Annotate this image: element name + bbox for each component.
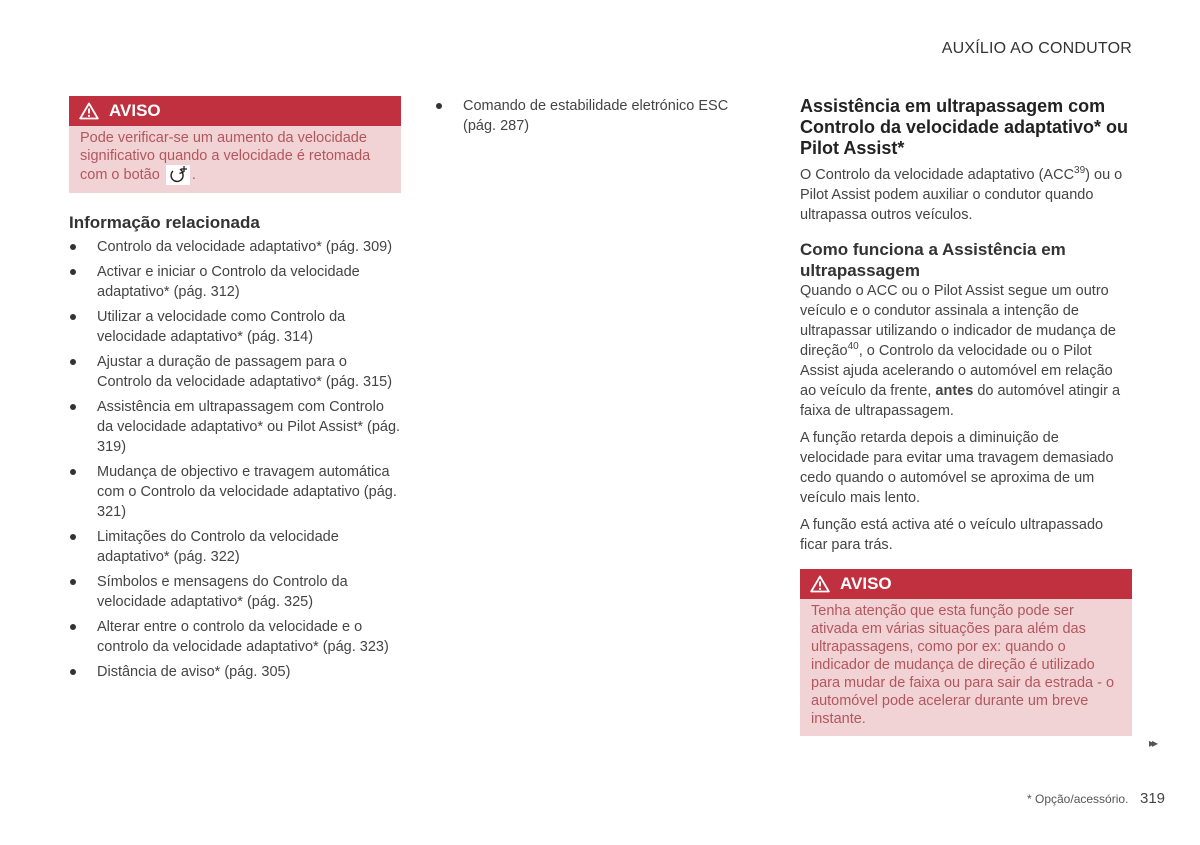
paragraph-text: Quando o ACC ou o Pilot Assist segue um outro veículo e o condutor assinala a intenção de ultrapassar utilizando o indicador de mudança de direção: [800, 283, 1116, 359]
resume-speed-icon: [166, 165, 190, 185]
warning-header: [800, 569, 1132, 599]
page-number: 319: [1140, 790, 1166, 807]
footnote-ref: 40: [847, 341, 859, 353]
related-heading: Informação relacionada: [69, 213, 260, 232]
paragraph-how-it-works: [800, 281, 1132, 421]
warning-triangle-icon: [810, 575, 830, 593]
middle-column: [435, 96, 755, 141]
related-link[interactable]: Activar e iniciar o Controlo da velocidade adaptativo* (pág. 312): [69, 262, 401, 302]
warning-text-main: Pode verificar-se um aumento da velocidade significativo quando a velocidade é retomada com o botão: [80, 130, 371, 183]
emphasis-text: antes: [935, 383, 974, 399]
warning-text: [69, 126, 401, 193]
related-link[interactable]: Utilizar a velocidade como Controlo da velocidade adaptativo* (pág. 314): [69, 307, 401, 347]
section-title: Assistência em ultrapassagem com Controlo da velocidade adaptativo* ou Pilot Assist*: [800, 96, 1129, 158]
related-link[interactable]: Ajustar a duração de passagem para o Controlo da velocidade adaptativo* (pág. 315): [69, 352, 401, 392]
paragraph-text: do automóvel atingir a faixa de ultrapassagem.: [800, 383, 1121, 419]
warning-box: [800, 569, 1132, 736]
warning-header: [69, 96, 401, 126]
related-link[interactable]: Distância de aviso* (pág. 305): [69, 662, 401, 682]
related-link[interactable]: Alterar entre o controlo da velocidade e o controlo da velocidade adaptativo* (pág. 323): [69, 617, 401, 657]
related-link[interactable]: Assistência em ultrapassagem com Controlo da velocidade adaptativo* ou Pilot Assist* (pág. 319): [69, 397, 401, 457]
paragraph-delay: A função retarda depois a diminuição de velocidade para evitar uma travagem demasiado cedo quando o automóvel se aproxima de um veículo mais lento.: [800, 430, 1114, 506]
warning-title: AVISO: [109, 101, 161, 120]
subheading: Como funciona a Assistência em ultrapassagem: [800, 240, 1066, 280]
related-link[interactable]: Comando de estabilidade eletrónico ESC (pág. 287): [435, 96, 755, 136]
double-arrow-right-icon: ▸▸: [1149, 736, 1156, 750]
left-column: [69, 96, 401, 687]
footnote: * Opção/acessório.: [1027, 792, 1129, 806]
section-intro: [800, 165, 1132, 225]
warning-box: [69, 96, 401, 193]
warning-triangle-icon: [79, 102, 99, 120]
intro-text-end: ) ou o Pilot Assist podem auxiliar o condutor quando ultrapassa outros veículos.: [800, 167, 1123, 223]
intro-text: O Controlo da velocidade adaptativo (ACC: [800, 167, 1075, 183]
related-link[interactable]: Limitações do Controlo da velocidade adaptativo* (pág. 322): [69, 527, 401, 567]
related-link[interactable]: Controlo da velocidade adaptativo* (pág. 309): [69, 237, 401, 257]
paragraph-text: , o Controlo da velocidade ou o Pilot Assist ajuda acelerando o automóvel em relação ao veículo da frente,: [800, 343, 1113, 399]
related-list-continued: [435, 96, 755, 136]
related-link[interactable]: Símbolos e mensagens do Controlo da velocidade adaptativo* (pág. 325): [69, 572, 401, 612]
warning-text: Tenha atenção que esta função pode ser ativada em várias situações para além das ultrapassagens, como por ex: quando o indicador de mudança de direção é utilizado para mudar de faixa ou para sair da estrada - o automóvel pode acelerar durante um breve instante.: [800, 599, 1132, 736]
related-list: [69, 237, 401, 682]
warning-text-end: .: [191, 166, 196, 183]
page-header: AUXÍLIO AO CONDUTOR: [941, 40, 1132, 57]
footnote-ref: 39: [1074, 165, 1086, 177]
related-link[interactable]: Mudança de objectivo e travagem automática com o Controlo da velocidade adaptativo (pág. 321): [69, 462, 401, 522]
right-column: [800, 96, 1132, 736]
warning-title: AVISO: [840, 574, 892, 593]
paragraph-active: A função está activa até o veículo ultrapassado ficar para trás.: [800, 517, 1104, 553]
